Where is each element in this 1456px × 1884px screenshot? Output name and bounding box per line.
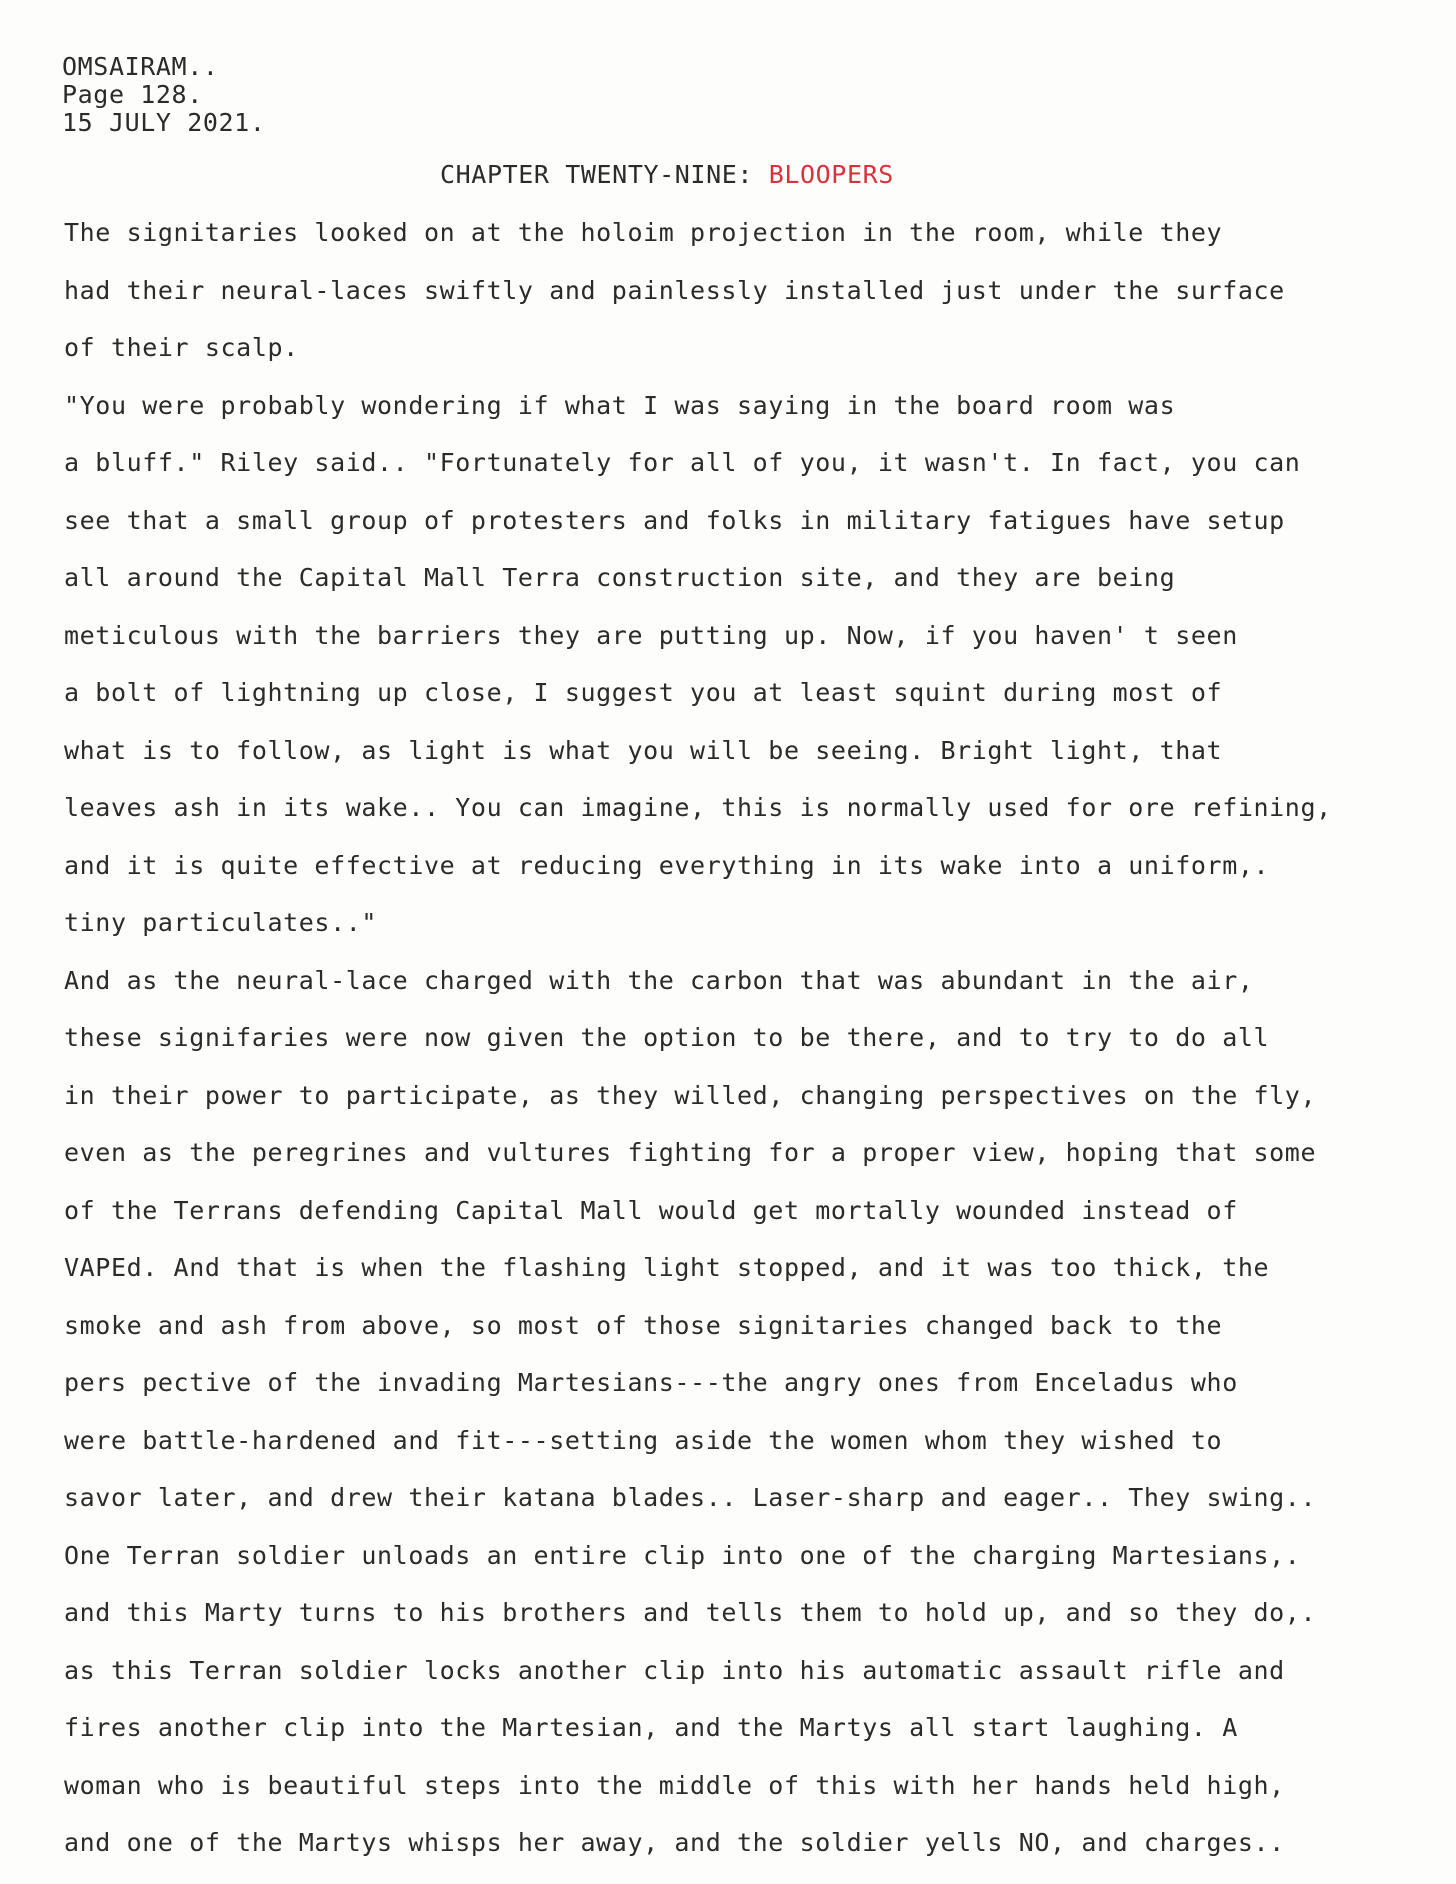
text-line: "You were probably wondering if what I was saying in the board room was: [64, 391, 1176, 420]
text-line: And as the neural-lace charged with the carbon that was abundant in the air,: [64, 966, 1254, 995]
text-line: fires another clip into the Martesian, and the Martys all start laughing. A: [64, 1713, 1238, 1742]
chapter-title: BLOOPERS: [768, 160, 894, 189]
text-line: and it is quite effective at reducing everything in its wake into a uniform,.: [64, 851, 1270, 880]
text-line: all around the Capital Mall Terra construction site, and they are being: [64, 563, 1176, 592]
text-line: of their scalp.: [64, 333, 299, 362]
text-line: see that a small group of protesters and folks in military fatigues have setup: [64, 506, 1285, 535]
chapter-prefix: CHAPTER TWENTY-NINE:: [440, 160, 754, 189]
text-line: and one of the Martys whisps her away, and the soldier yells NO, and charges..: [64, 1828, 1285, 1857]
text-line: of the Terrans defending Capital Mall would get mortally wounded instead of: [64, 1196, 1238, 1225]
text-line: what is to follow, as light is what you will be seeing. Bright light, that: [64, 736, 1223, 765]
text-line: and this Marty turns to his brothers and tells them to hold up, and so they do,.: [64, 1598, 1317, 1627]
text-line: meticulous with the barriers they are putting up. Now, if you haven' t seen: [64, 621, 1238, 650]
text-line: a bluff." Riley said.. "Fortunately for all of you, it wasn't. In fact, you can: [64, 448, 1301, 477]
text-line: savor later, and drew their katana blades.. Laser-sharp and eager.. They swing..: [64, 1483, 1317, 1512]
header-page-number: Page 128.: [62, 80, 203, 109]
text-line: were battle-hardened and fit---setting aside the women whom they wished to: [64, 1426, 1223, 1455]
header-date: 15 JULY 2021.: [62, 108, 266, 137]
text-line: even as the peregrines and vultures fighting for a proper view, hoping that some: [64, 1138, 1317, 1167]
text-line: The signitaries looked on at the holoim projection in the room, while they: [64, 218, 1223, 247]
header-om-sairam: OMSAIRAM..: [62, 52, 219, 81]
text-line: One Terran soldier unloads an entire clip into one of the charging Martesians,.: [64, 1541, 1301, 1570]
text-line: these signifaries were now given the option to be there, and to try to do all: [64, 1023, 1270, 1052]
text-line: as this Terran soldier locks another clip into his automatic assault rifle and: [64, 1656, 1285, 1685]
text-line: in their power to participate, as they willed, changing perspectives on the fly,: [64, 1081, 1317, 1110]
text-line: a bolt of lightning up close, I suggest you at least squint during most of: [64, 678, 1223, 707]
text-line: had their neural-laces swiftly and painlessly installed just under the surface: [64, 276, 1285, 305]
text-line: VAPEd. And that is when the flashing light stopped, and it was too thick, the: [64, 1253, 1270, 1282]
text-line: pers pective of the invading Martesians---the angry ones from Enceladus who: [64, 1368, 1238, 1397]
chapter-heading: [440, 160, 894, 189]
text-line: tiny particulates..": [64, 908, 378, 937]
text-line: smoke and ash from above, so most of those signitaries changed back to the: [64, 1311, 1223, 1340]
text-line: leaves ash in its wake.. You can imagine, this is normally used for ore refining,: [64, 793, 1332, 822]
text-line: woman who is beautiful steps into the middle of this with her hands held high,: [64, 1771, 1285, 1800]
